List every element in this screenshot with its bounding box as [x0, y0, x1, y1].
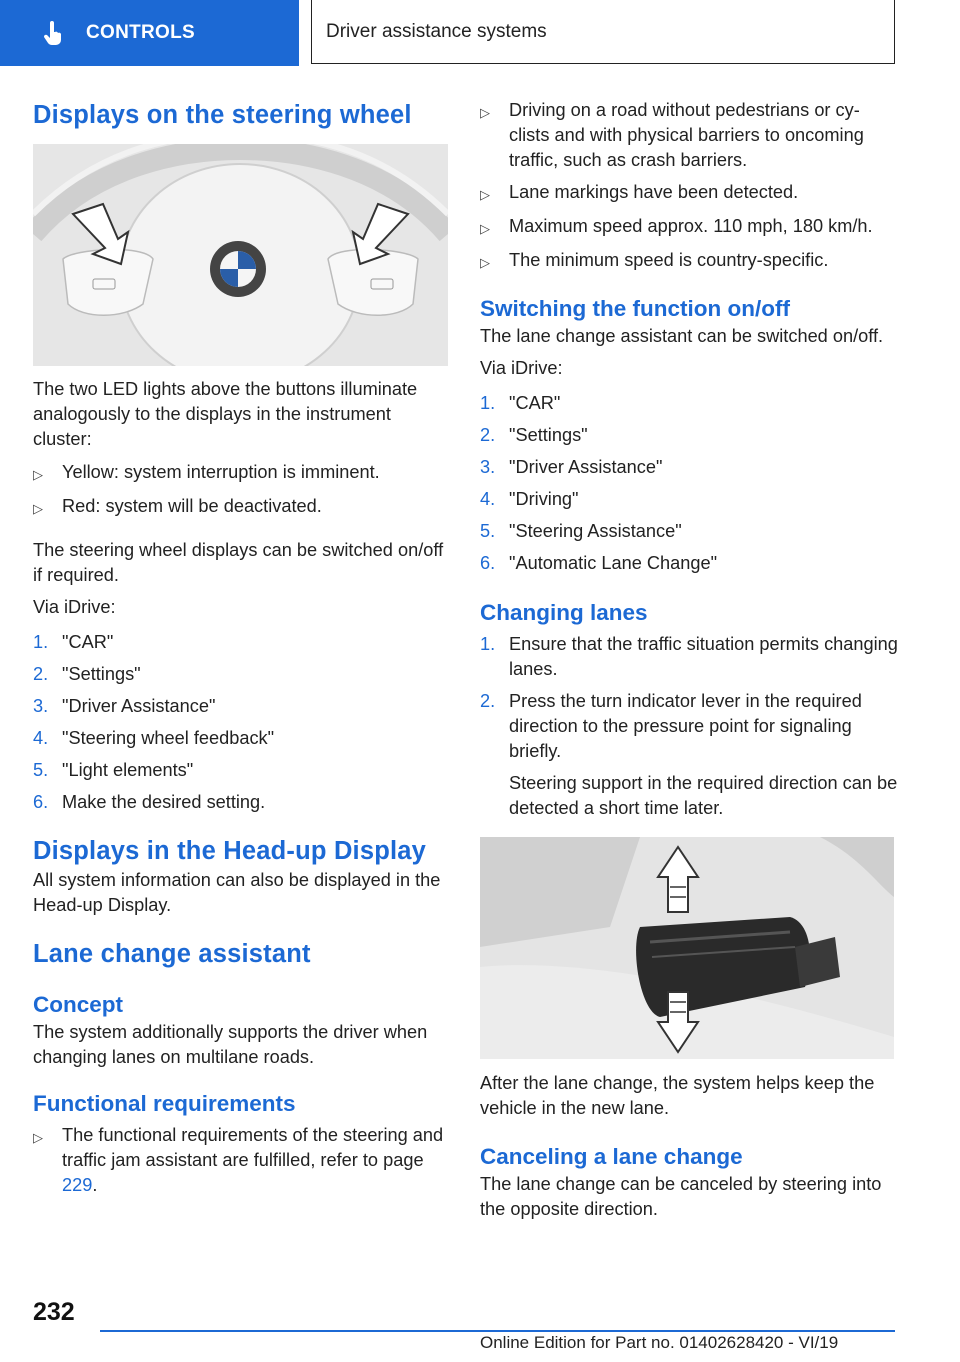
list-item: 1. "CAR" — [33, 631, 114, 652]
heading-switching-function: Switching the function on/off — [480, 296, 790, 321]
heading-head-up-display: Displays in the Head-up Display — [33, 836, 427, 865]
list-item: ▷ Yellow: system interruption is imminent. — [33, 460, 449, 487]
list-item: 4. "Steering wheel feedback" — [33, 727, 275, 748]
list-item: 6. "Automatic Lane Change" — [480, 553, 718, 573]
triangle-bullet-icon: ▷ — [480, 187, 490, 202]
page-number: 232 — [33, 1298, 75, 1326]
changing-steps-list — [480, 632, 898, 764]
paragraph-after-change: After the lane change, the system helps keep the vehicle in the new lane. — [480, 1073, 875, 1118]
footer-divider — [100, 1330, 895, 1332]
list-item: ▷ The minimum speed is country-specific. — [480, 248, 898, 275]
list-item: 3. "Driver Assistance" — [480, 457, 663, 477]
section-label: CONTROLS — [86, 22, 196, 43]
page-link[interactable]: 229 — [62, 1174, 93, 1195]
steering-wheel-illustration — [33, 144, 448, 366]
list-item: 2. Press the turn indicator lever in the required direction to the pressure point for signaling briefly. — [480, 691, 862, 761]
edition-text: Online Edition for Part no. 01402628420 - VI/19 — [480, 1333, 839, 1352]
turn-indicator-illustration — [480, 837, 894, 1059]
list-item: 2. "Settings" — [33, 663, 141, 684]
list-item: 2. "Settings" — [480, 425, 588, 445]
paragraph-concept: The system additionally supports the driver when changing lanes on multilane roads. — [33, 1021, 428, 1067]
triangle-bullet-icon: ▷ — [480, 221, 490, 236]
list-item: ▷ Lane markings have been detected. — [480, 180, 898, 207]
triangle-bullet-icon: ▷ — [33, 500, 43, 516]
paragraph-led: The two LED lights above the buttons illuminate analogously to the displays in the instrument cluster: — [33, 378, 418, 449]
page-header — [0, 0, 960, 66]
heading-displays-steering-wheel: Displays on the steering wheel — [33, 101, 412, 129]
chapter-title: Driver assistance systems — [326, 20, 547, 42]
heading-canceling-lane-change: Canceling a lane change — [480, 1144, 743, 1169]
steering-wheel-figure — [33, 144, 448, 366]
paragraph-hud: All system information can also be displayed in the Head-up Display. — [33, 870, 441, 916]
chapter-box — [311, 0, 895, 64]
triangle-bullet-icon: ▷ — [480, 255, 490, 270]
paragraph-via-idrive: Via iDrive: — [480, 358, 563, 378]
heading-concept: Concept — [33, 991, 123, 1017]
list-requirements-cont — [480, 98, 898, 275]
hand-pointer-icon — [38, 18, 68, 48]
paragraph-via-idrive: Via iDrive: — [33, 596, 116, 617]
paragraph-cancel: The lane change can be canceled by steering into the opposite direction. — [480, 1174, 882, 1219]
heading-functional-requirements: Functional requirements — [33, 1090, 296, 1116]
turn-indicator-figure — [480, 837, 894, 1059]
list-led — [33, 460, 449, 521]
section-tab[interactable] — [0, 0, 299, 66]
list-item: ▷ Driving on a road without pedestrians or cy-clists and with physical barriers to oncoming traffic, such as crash barriers. — [480, 98, 898, 173]
paragraph-switch: The steering wheel displays can be switched on/off if required. — [33, 539, 444, 585]
right-column — [480, 98, 898, 1222]
list-item: 1. Ensure that the traffic situation permits changing lanes. — [480, 634, 898, 679]
triangle-bullet-icon: ▷ — [33, 466, 43, 482]
list-item: ▷ Red: system will be deactivated. — [33, 494, 449, 521]
heading-changing-lanes: Changing lanes — [480, 600, 648, 625]
list-requirements — [33, 1123, 449, 1198]
heading-lane-change-assistant: Lane change assistant — [33, 940, 311, 969]
paragraph-steering-support: Steering support in the required direction can be detected a short time later. — [509, 773, 898, 818]
steps-list — [480, 391, 898, 576]
list-item: 3. "Driver Assistance" — [33, 695, 216, 716]
list-item: 5. "Light elements" — [33, 759, 194, 780]
list-item: ▷ Maximum speed approx. 110 mph, 180 km/h. — [480, 214, 898, 241]
paragraph-switch-lca: The lane change assistant can be switched on/off. — [480, 326, 884, 346]
list-item: ▷ The functional requirements of the steering and traffic jam assistant are fulfilled, refer to page 229. — [33, 1123, 449, 1198]
list-item: 1. "CAR" — [480, 393, 561, 413]
list-item: 5. "Steering Assistance" — [480, 521, 682, 541]
steps-list — [33, 630, 449, 815]
left-column — [33, 100, 449, 1198]
list-item: 6. Make the desired setting. — [33, 791, 266, 812]
triangle-bullet-icon: ▷ — [480, 105, 490, 120]
list-item: 4. "Driving" — [480, 489, 579, 509]
triangle-bullet-icon: ▷ — [33, 1129, 43, 1145]
